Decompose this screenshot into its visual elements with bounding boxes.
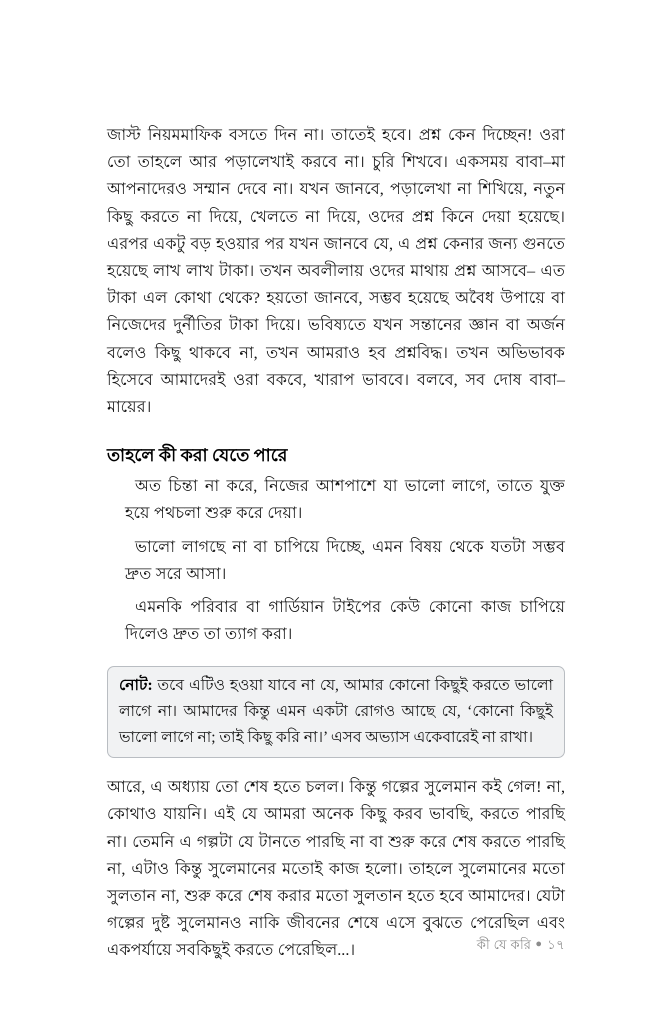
list-item: ভালো লাগছে না বা চাপিয়ে দিচ্ছে, এমন বিষয় থেকে যতটা সম্ভব দ্রুত সরে আসা। [125,537,565,583]
page-content [107,122,565,965]
footer-book-title: কী যে করি [476,937,532,952]
note-text [119,673,553,750]
closing-paragraph: আরে, এ অধ্যায় তো শেষ হতে চলল। কিন্তু গল্পের সুলেমান কই গেল! না, কোথাও যায়নি। এই যে আমরা অনেক কিছু করব ভাবছি, করতে পারছি না। তেমনি এ গল্পটা যে টানতে পারছি না বা শুরু করে শেষ করতে পারছি না, এটাও কিন্তু সুলেমানের মতোই কাজ হলো। তাহলে সুলেমানের মতো সুলতান না, শুরু করে শেষ করার মতো সুলতান হতে হবে আমাদের। যেটা গল্পের দুষ্ট সুলেমানও নাকি জীবনের শেষে এসে বুঝতে পেরেছিল এবং একপর্যায়ে সবকিছুই করতে পেরেছিল...। [107,778,565,960]
note-body: তবে এটিও হওয়া যাবে না যে, আমার কোনো কিছুই করতে ভালো লাগে না। আমাদের কিন্তু এমন একটা রোগও আছে যে, ‘কোনো কিছুই ভালো লাগে না; তাই কিছু করি না।’ এসব অভ্যাস একেবারেই না রাখা। [119,677,553,746]
page-number: ১৭ [547,937,565,952]
section-heading: তাহলে কী করা যেতে পারে [107,445,288,466]
note-label: নোট: [119,677,153,695]
list-item: এমনকি পরিবার বা গার্ডিয়ান টাইপের কেউ কোনো কাজ চাপিয়ে দিলেও দ্রুত তা ত্যাগ করা। [125,598,565,644]
note-callout-box [107,666,565,758]
page-footer [107,936,565,953]
body-paragraph-1: জাস্ট নিয়মমাফিক বসতে দিন না। তাতেই হবে। প্রশ্ন কেন দিচ্ছেন! ওরা তো তাহলে আর পড়ালেখাই করবে না। চুরি শিখবে। একসময় বাবা–মা আপনাদেরও সম্মান দেবে না। যখন জানবে, পড়ালেখা না শিখিয়ে, নতুন কিছু করতে না দিয়ে, খেলতে না দিয়ে, ওদের প্রশ্ন কিনে দেয়া হয়েছে। এরপর একটু বড় হওয়ার পর যখন জানবে যে, এ প্রশ্ন কেনার জন্য গুনতে হয়েছে লাখ লাখ টাকা। তখন অবলীলায় ওদের মাথায় প্রশ্ন আসবে– এত টাকা এল কোথা থেকে? হয়তো জানবে, সম্ভব হয়েছে অবৈধ উপায়ে বা নিজেদের দুর্নীতির টাকা দিয়ে। ভবিষ্যতে যখন সন্তানের জ্ঞান বা অর্জন বলেও কিছু থাকবে না, তখন আমরাও হব প্রশ্নবিদ্ধ। তখন অভিভাবক হিসেবে আমাদেরই ওরা বকবে, খারাপ ভাববে। বলবে, সব দোষ বাবা–মায়ের। [107,126,565,417]
action-list [107,473,565,648]
list-item: অত চিন্তা না করে, নিজের আশপাশে যা ভালো লাগে, তাতে যুক্ত হয়ে পথচলা শুরু করে দেয়া। [125,477,565,523]
footer-separator-dot: ● [535,938,543,950]
